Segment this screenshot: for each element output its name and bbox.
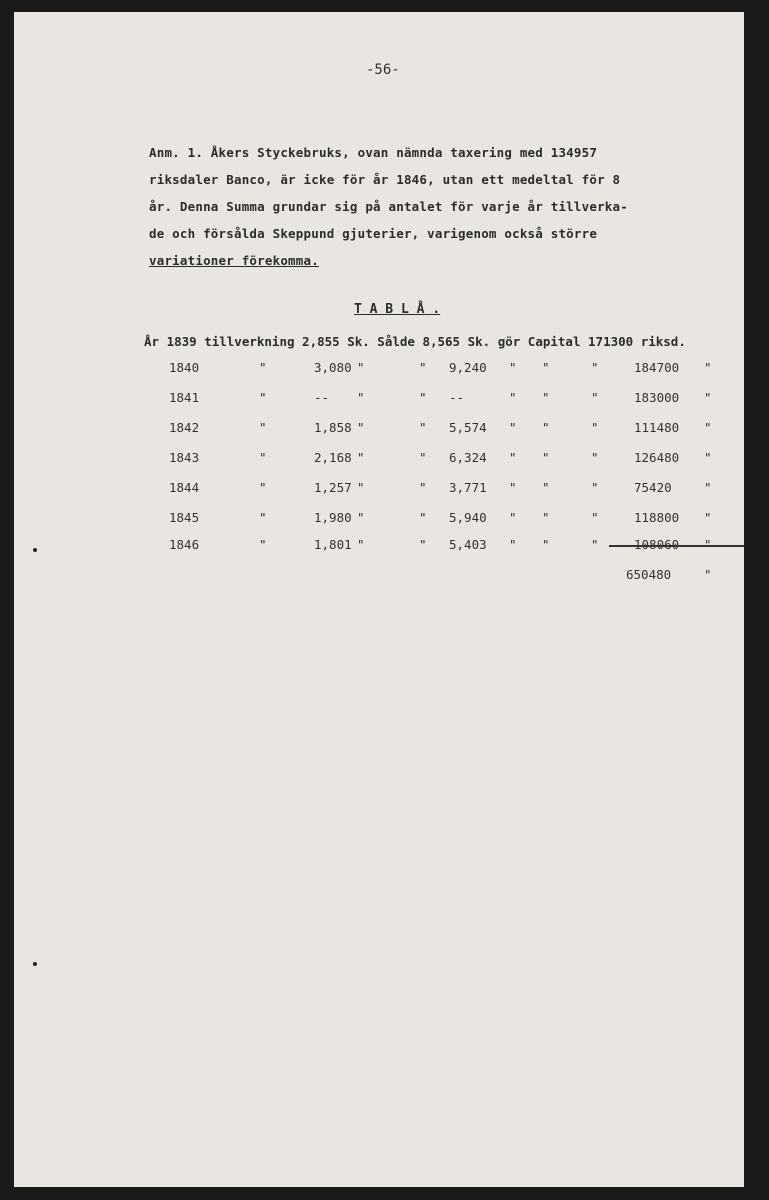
sold-cell: 5,940 [449, 510, 487, 525]
ditto-mark: " [704, 567, 712, 582]
ditto-mark: " [509, 390, 517, 405]
ditto-mark: " [704, 420, 712, 435]
table-row [14, 480, 744, 500]
year-cell: 1842 [169, 420, 200, 435]
made-cell: 1,257 [314, 480, 352, 495]
table-title: T A B L Å . [354, 302, 441, 317]
note-line: Anm. 1. Åkers Styckebruks, ovan nämnda taxering med 134957 [149, 145, 598, 160]
ditto-mark: " [542, 510, 550, 525]
ditto-mark: " [542, 390, 550, 405]
note-line: år. Denna Summa grundar sig på antalet för varje år tillverka- [149, 199, 628, 214]
capital-cell: 183000 [634, 390, 680, 405]
sold-cell: 5,403 [449, 537, 487, 552]
ditto-mark: " [419, 480, 427, 495]
ditto-mark: " [704, 480, 712, 495]
ditto-mark: " [591, 537, 599, 552]
ditto-mark: " [704, 450, 712, 465]
ditto-mark: " [259, 480, 267, 495]
made-cell: 1,801 [314, 537, 352, 552]
page-number: -56- [366, 62, 400, 78]
ditto-mark: " [509, 537, 517, 552]
ditto-mark: " [704, 510, 712, 525]
ditto-mark: " [542, 450, 550, 465]
ditto-mark: " [591, 360, 599, 375]
ditto-mark: " [591, 420, 599, 435]
ditto-mark: " [419, 510, 427, 525]
ditto-mark: " [542, 420, 550, 435]
ditto-mark: " [357, 360, 365, 375]
sum-underline [609, 545, 744, 547]
ditto-mark: " [509, 420, 517, 435]
ditto-mark: " [259, 450, 267, 465]
ditto-mark: " [259, 510, 267, 525]
table-row [14, 360, 744, 380]
ditto-mark: " [509, 360, 517, 375]
punch-hole-mark [33, 962, 37, 966]
ditto-mark: " [357, 537, 365, 552]
sold-cell: -- [449, 390, 465, 405]
table-row [14, 510, 744, 530]
ditto-mark: " [357, 390, 365, 405]
table-row [14, 420, 744, 440]
note-line: variationer förekomma. [149, 253, 319, 268]
ditto-mark: " [419, 537, 427, 552]
sold-cell: 3,771 [449, 480, 487, 495]
capital-cell: 126480 [634, 450, 680, 465]
ditto-mark: " [542, 537, 550, 552]
capital-cell: 111480 [634, 420, 680, 435]
ditto-mark: " [259, 420, 267, 435]
ditto-mark: " [591, 510, 599, 525]
note-line: riksdaler Banco, är icke för år 1846, utan ett medeltal för 8 [149, 172, 621, 187]
ditto-mark: " [357, 510, 365, 525]
year-cell: 1844 [169, 480, 200, 495]
sold-cell: 5,574 [449, 420, 487, 435]
table-row [14, 390, 744, 410]
made-cell: -- [314, 390, 330, 405]
ditto-mark: " [509, 450, 517, 465]
year-cell: 1840 [169, 360, 200, 375]
made-cell: 1,980 [314, 510, 352, 525]
ditto-mark: " [591, 480, 599, 495]
ditto-mark: " [591, 450, 599, 465]
capital-cell: 184700 [634, 360, 680, 375]
ditto-mark: " [591, 390, 599, 405]
document-page [14, 12, 744, 1187]
year-cell: 1841 [169, 390, 200, 405]
year-cell: 1846 [169, 537, 200, 552]
made-cell: 3,080 [314, 360, 352, 375]
year-cell: 1845 [169, 510, 200, 525]
grand-total: 650480 [626, 567, 672, 582]
ditto-mark: " [357, 450, 365, 465]
ditto-mark: " [357, 480, 365, 495]
ditto-mark: " [509, 510, 517, 525]
ditto-mark: " [259, 360, 267, 375]
made-cell: 2,168 [314, 450, 352, 465]
year-cell: 1843 [169, 450, 200, 465]
capital-cell: 75420 [634, 480, 672, 495]
ditto-mark: " [542, 480, 550, 495]
table-row [14, 450, 744, 470]
ditto-mark: " [259, 537, 267, 552]
ditto-mark: " [259, 390, 267, 405]
ditto-mark: " [419, 450, 427, 465]
ditto-mark: " [357, 420, 365, 435]
capital-cell: 118800 [634, 510, 680, 525]
ditto-mark: " [704, 360, 712, 375]
table-header-row: År 1839 tillverkning 2,855 Sk. Sålde 8,565 Sk. gör Capital 171300 riksd. [144, 334, 686, 349]
ditto-mark: " [542, 360, 550, 375]
sold-cell: 6,324 [449, 450, 487, 465]
sold-cell: 9,240 [449, 360, 487, 375]
ditto-mark: " [419, 420, 427, 435]
table-row [14, 537, 744, 557]
ditto-mark: " [509, 480, 517, 495]
note-line: de och försålda Skeppund gjuterier, varigenom också större [149, 226, 598, 241]
ditto-mark: " [419, 360, 427, 375]
made-cell: 1,858 [314, 420, 352, 435]
ditto-mark: " [704, 390, 712, 405]
ditto-mark: " [419, 390, 427, 405]
